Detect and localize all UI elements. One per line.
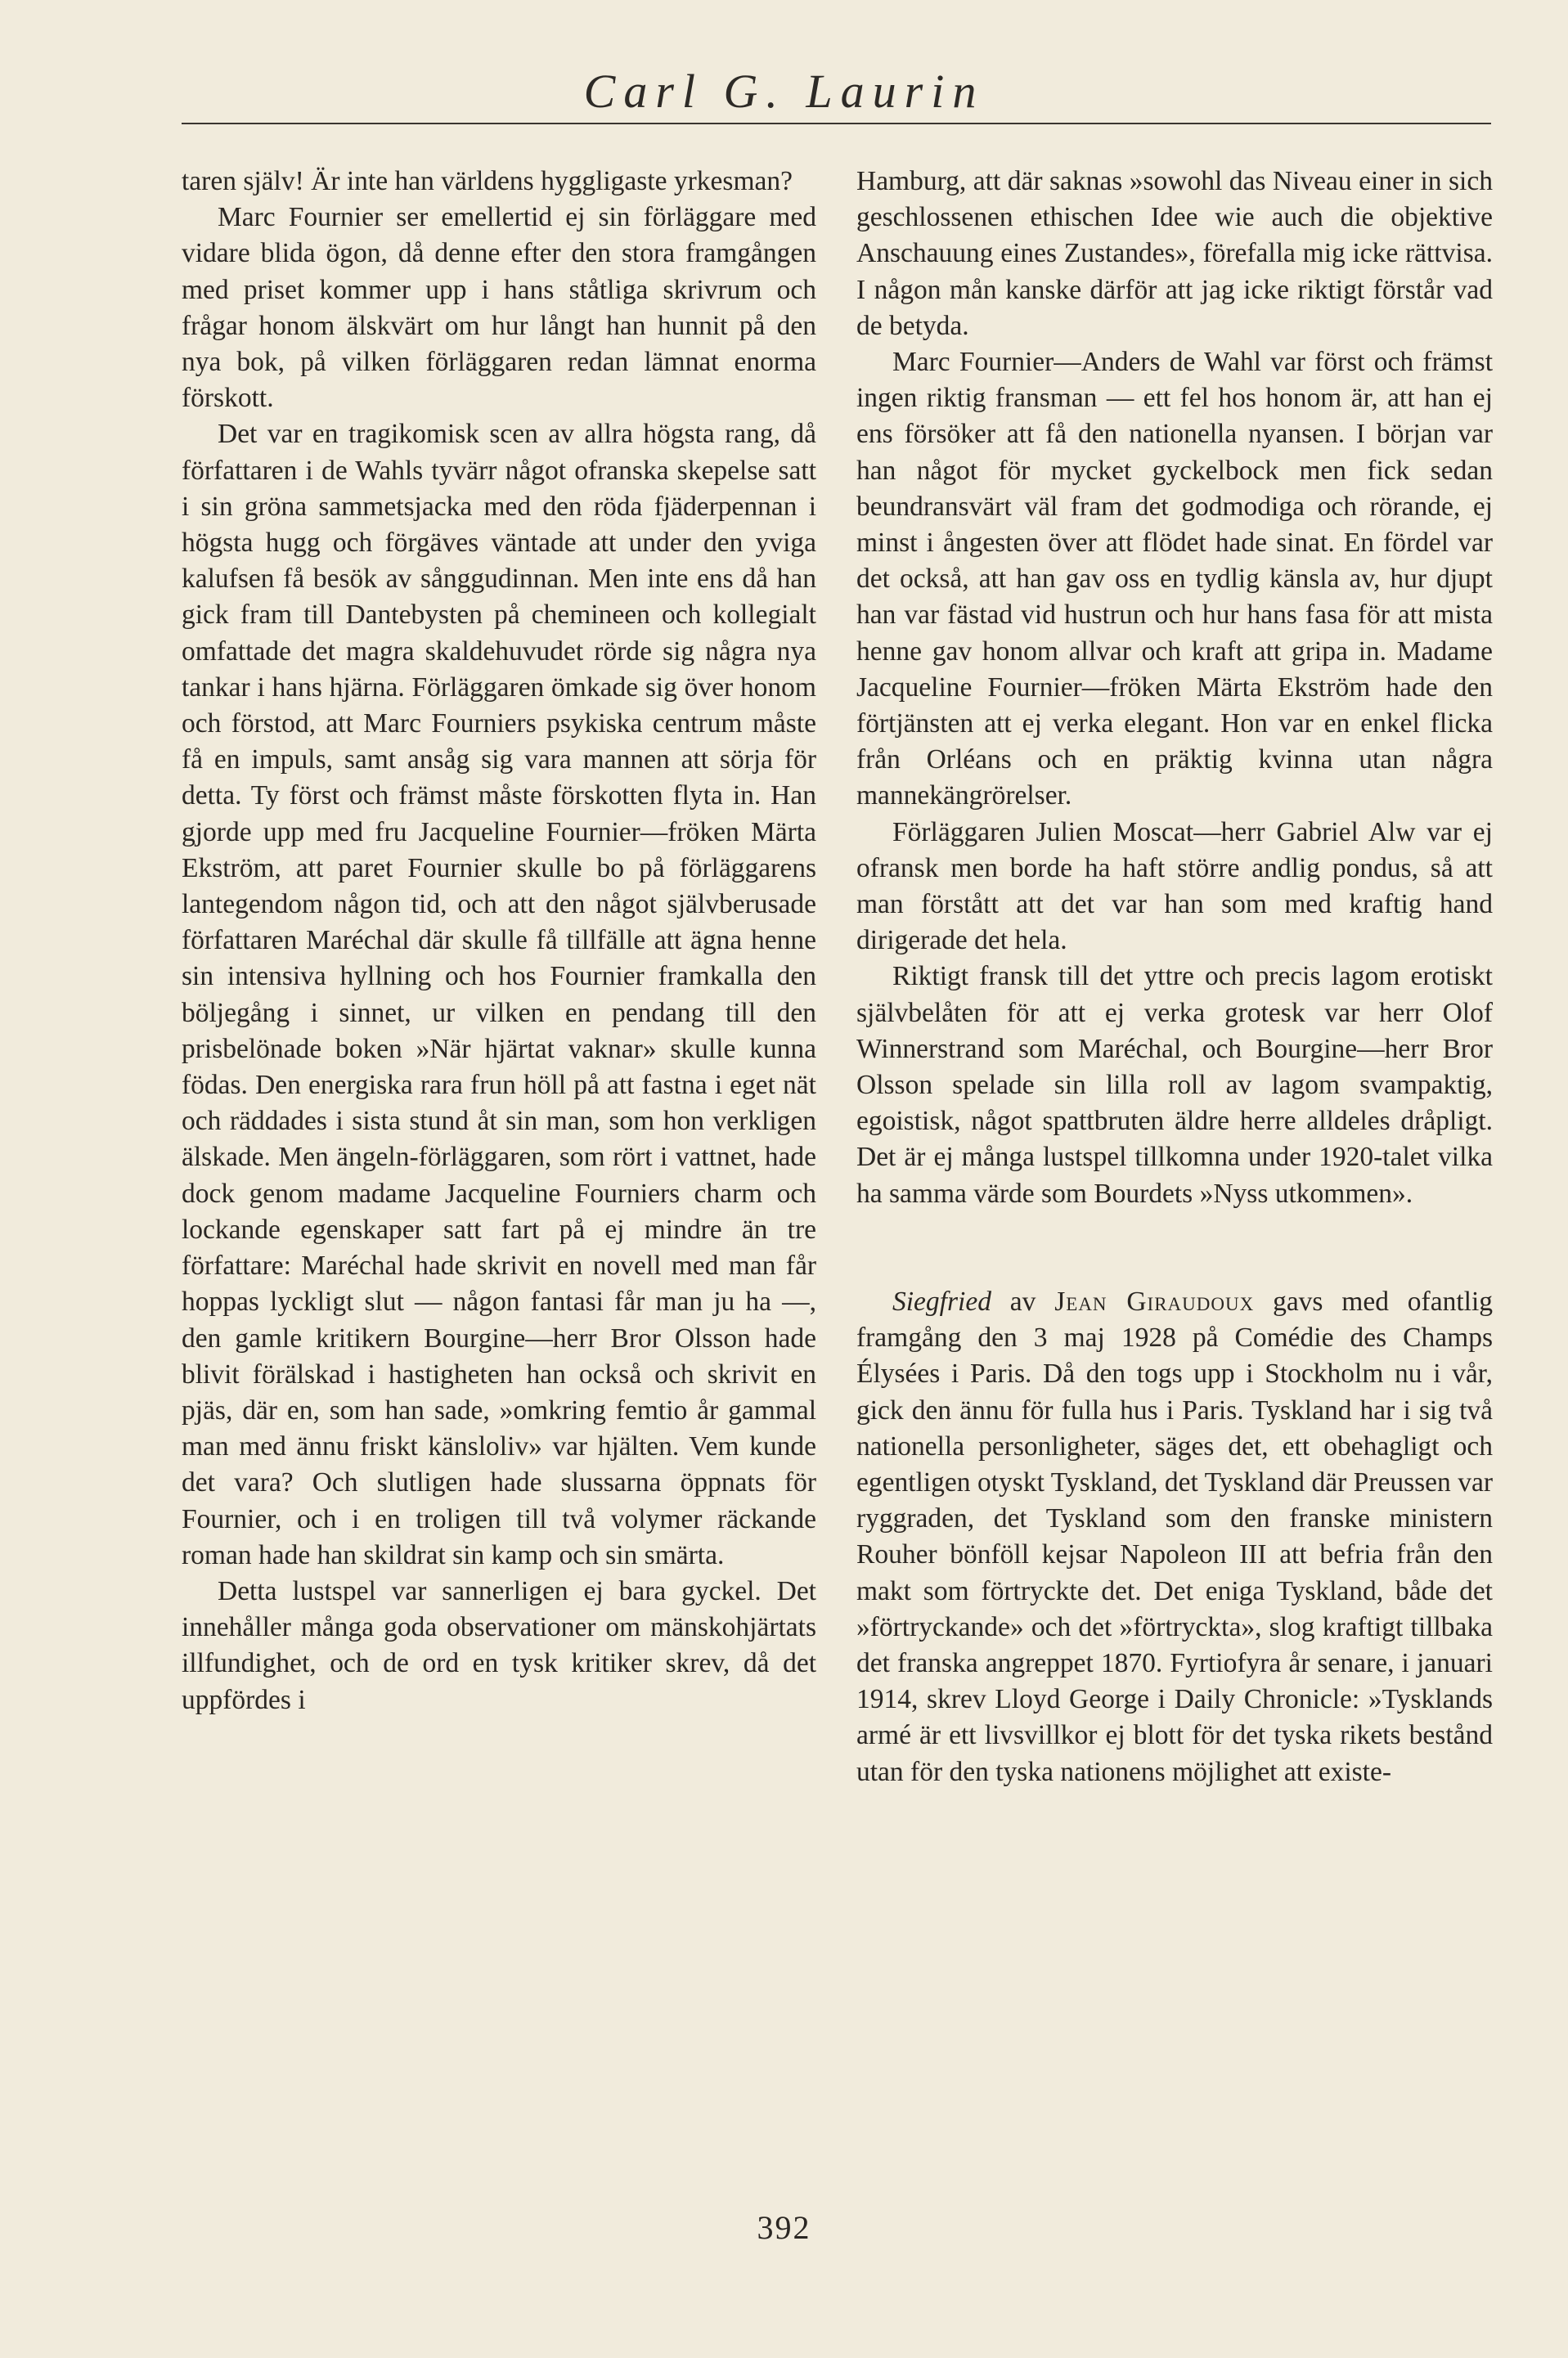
paragraph: Marc Fournier ser emellertid ej sin förläggare med vidare blida ögon, då denne efter den stora framgången med priset kommer upp i hans ståtliga skrivrum och frågar honom älskvärt om hur långt han hunnit på den nya bok, på vilken förläggaren redan lämnat enorma förskott. — [182, 202, 816, 414]
left-column — [182, 164, 816, 1718]
paragraph: Detta lustspel var sannerligen ej bara gyckel. Det innehåller många goda observationer om mänskohjärtats illfundighet, och de ord en tysk kritiker skrev, då det uppfördes i — [182, 1575, 816, 1715]
author-name: Jean Giraudoux — [1054, 1286, 1255, 1317]
header-rule — [182, 123, 1491, 124]
paragraph: Riktigt fransk till det yttre och precis lagom erotiskt självbelåten för att ej verka grotesk var herr Olof Winnerstrand som Maréchal, och Bourgine—herr Bror Olsson spelade sin lilla roll av lagom svampaktig, egoistisk, något spattbruten äldre herre alldeles dråpligt. Det är ej många lustspel tillkomna under 1920-talet vilka ha samma värde som Bourdets »Nyss utkommen». — [856, 961, 1493, 1209]
running-header: Carl G. Laurin — [583, 65, 985, 118]
paragraph: Marc Fournier—Anders de Wahl var först och främst ingen riktig fransman — ett fel hos honom är, att han ej ens försöker att få den nationella nyansen. I början var han något för mycket gyckelbock men fick sedan beundransvärt väl fram det godmodiga och rörande, ej minst i ångesten över att flödet hade sinat. En fördel var det också, att han gav oss en tydlig känsla av, hur djupt han var fästad vid hustrun och hur hans fasa för att mista henne gav honom allvar och kraft att gripa in. Madame Jacqueline Fournier—fröken Märta Ekström hade den förtjänsten att ej verka elegant. Hon var en enkel flicka från Orléans och en präktig kvinna utan några mannekängrörelser. — [856, 347, 1493, 811]
right-column — [856, 164, 1493, 1790]
paragraph: Det var en tragikomisk scen av allra högsta rang, då författaren i de Wahls tyvärr något ofranska skepelse satt i sin gröna sammetsjacka med den röda fjäderpennan i högsta hugg och förgäves väntade att under den yviga kalufsen få besök av sånggudinnan. Men inte ens då han gick fram till Dantebysten på chemineen och kollegialt omfattade det magra skaldehuvudet rörde sig några nya tankar i hans hjärna. Förläggaren ömkade sig över honom och förstod, att Marc Fourniers psykiska centrum måste få en impuls, samt ansåg sig vara mannen att sörja för detta. Ty först och främst måste förskotten flyta in. Han gjorde upp med fru Jacqueline Fournier—fröken Märta Ekström, att paret Fournier skulle bo på förläggarens lantegendom någon tid, och att den något självberusade författaren Maréchal där skulle få tillfälle att ägna henne sin intensiva hyllning och hos Fournier framkalla den böljegång i sinnet, ur vilken en pendang till den prisbelönade boken »När hjärtat vaknar» skulle kunna födas. Den energiska rara frun höll på att fastna i eget nät och räddades i sista stund åt sin man, som hon verkligen älskade. Men ängeln-förläggaren, som rört i vattnet, hade dock genom madame Jacqueline Fourniers charm och lockande egenskaper satt fart på ej mindre än tre författare: Maréchal hade skrivit en novell med man får hoppas lyckligt slut — någon fantasi får man ju ha —, den gamle kritikern Bourgine—herr Bror Olsson hade blivit förälskad i hastigheten han också och skrivit en pjäs, där en, som han sade, »omkring femtio år gammal man med ännu friskt känsloliv» var hjälten. Vem kunde det vara? Och slutligen hade slussarna öppnats för Fournier, och i en troligen till två volymer räckande roman hade han skildrat sin kamp och sin smärta. — [182, 419, 816, 1570]
paragraph: Hamburg, att där saknas »sowohl das Niveau einer in sich geschlossenen ethischen Idee wie auch die objektive Anschauung eines Zustandes», förefalla mig icke rättvisa. I någon mån kanske därför att jag icke riktigt förstår vad de betyda. — [856, 166, 1493, 341]
review-paragraph — [856, 1284, 1493, 1790]
page-number: 392 — [757, 2209, 811, 2246]
review-text: gavs med ofantlig framgång den 3 maj 1928 på Comédie des Champs Élysées i Paris. Då den togs upp i Stockholm nu i vår, gick den ännu för fulla hus i Paris. Tyskland har i sig två nationella personligheter, säges det, ett obehagligt och egentligen otyskt Tyskland, det Tyskland där Preussen var ryggraden, det Tyskland som den franske ministern Rouher bönföll kejsar Napoleon III att befria från den makt som förtryckte det. Det eniga Tyskland, både det »förtryckande» och det »förtryckta», slog kraftigt tillbaka det franska angreppet 1870. Fyrtiofyra år senare, i januari 1914, skrev Lloyd George i Daily Chronicle: »Tysklands armé är ett livsvillkor ej blott för det tyska rikets bestånd utan för den tyska nationens möjlighet att existe- — [856, 1286, 1493, 1787]
paragraph: Förläggaren Julien Moscat—herr Gabriel Alw var ej ofransk men borde ha haft större andlig pondus, så att man förstått att det var han som med kraftig hand dirigerade det hela. — [856, 816, 1493, 956]
paragraph: taren själv! Är inte han världens hyggligaste yrkesman? — [182, 166, 793, 196]
play-title: Siegfried — [892, 1286, 991, 1317]
word-av: av — [1009, 1286, 1036, 1317]
